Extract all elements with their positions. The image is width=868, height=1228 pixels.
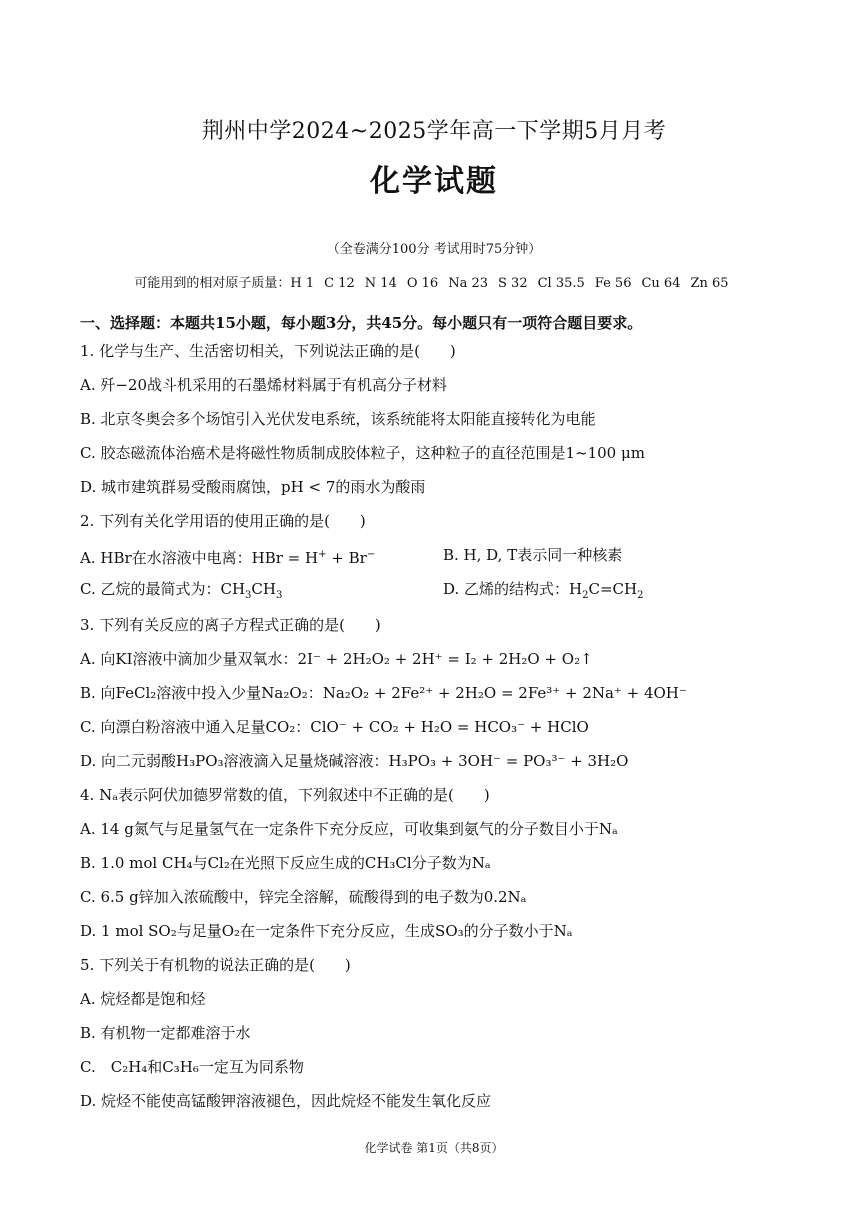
question-5-option-a: A. 烷烃都是饱和烃 [80,990,206,1008]
exam-title: 荆州中学2024~2025学年高一下学期5月月考 [201,119,667,144]
question-4-option-a: A. 14 g氮气与足量氢气在一定条件下充分反应，可收集到氨气的分子数目小于Nₐ [80,820,618,838]
section-heading: 一、选择题：本题共15小题，每小题3分，共45分。每小题只有一项符合题目要求。 [80,314,643,332]
question-2-option-c: C. 乙烷的最简式为：$CH_3CH_3$ [80,580,283,601]
q2c-text: C. 乙烷的最简式为：CH [80,580,246,598]
atomic-mass-item: C 12 [324,276,355,291]
atomic-mass-item: H 1 [290,276,315,291]
question-4-stem: 4. Nₐ表示阿伏加德罗常数的值，下列叙述中不正确的是( ) [80,786,490,804]
question-4-option-c: C. 6.5 g锌加入浓硫酸中，锌完全溶解，硫酸得到的电子数为0.2Nₐ [80,888,527,906]
atomic-mass-item: Cl 35.5 [537,276,585,291]
question-5-stem: 5. 下列关于有机物的说法正确的是( ) [80,956,351,974]
question-5-option-d: D. 烷烃不能使高锰酸钾溶液褪色，因此烷烃不能发生氧化反应 [80,1092,492,1110]
question-1-stem: 1. 化学与生产、生活密切相关，下列说法正确的是( ) [80,342,456,360]
question-1-option-b: B. 北京冬奥会多个场馆引入光伏发电系统，该系统能将太阳能直接转化为电能 [80,410,596,428]
atomic-mass-item: N 14 [364,276,397,291]
question-2-option-b: B. H, D, T表示同一种核素 [443,546,623,564]
question-1-option-c: C. 胶态磁流体治癌术是将磁性物质制成胶体粒子，这种粒子的直径范围是1~100 μm [80,444,645,462]
question-1-option-d: D. 城市建筑群易受酸雨腐蚀，pH < 7的雨水为酸雨 [80,478,426,496]
page-footer: 化学试卷 第1页（共8页） [364,1141,504,1155]
question-5-option-c: C. C₂H₄和C₃H₆一定互为同系物 [80,1058,304,1076]
question-1-option-a: A. 歼−20战斗机采用的石墨烯材料属于有机高分子材料 [80,376,448,394]
question-3-option-c: C. 向漂白粉溶液中通入足量CO₂：ClO⁻ + CO₂ + H₂O = HCO₃⁻ + HClO [80,718,589,736]
question-4-option-b: B. 1.0 mol CH₄与Cl₂在光照下反应生成的CH₃Cl分子数为Nₐ [80,854,491,872]
q2d-text: D. 乙烯的结构式：H [443,580,583,598]
exam-note: （全卷满分100分 考试用时75分钟） [326,242,542,257]
atomic-mass-item: Na 23 [448,276,489,291]
atomic-mass-item: Fe 56 [594,276,632,291]
atomic-masses [0,272,868,291]
atomic-mass-item: Zn 65 [690,276,729,291]
question-3-option-d: D. 向二元弱酸H₃PO₃溶液滴入足量烧碱溶液：H₃PO₃ + 3OH⁻ = PO₃³⁻ + 3H₂O [80,752,629,770]
question-3-option-a: A. 向KI溶液中滴加少量双氧水：2I⁻ + 2H₂O₂ + 2H⁺ = I₂ + 2H₂O + O₂↑ [80,650,593,668]
question-2-option-d: D. 乙烯的结构式：$H_2C=CH_2$ [443,580,644,601]
question-3-option-b: B. 向FeCl₂溶液中投入少量Na₂O₂：Na₂O₂ + 2Fe²⁺ + 2H₂O = 2Fe³⁺ + 2Na⁺ + 4OH⁻ [80,684,687,702]
subject-title: 化学试题 [370,164,498,199]
question-3-stem: 3. 下列有关反应的离子方程式正确的是( ) [80,616,381,634]
question-2-stem: 2. 下列有关化学用语的使用正确的是( ) [80,512,366,530]
q2a-text: A. HBr在水溶液中电离：HBr = H [80,549,319,567]
question-5-option-b: B. 有机物一定都难溶于水 [80,1024,251,1042]
atomic-mass-item: S 32 [498,276,528,291]
question-4-option-d: D. 1 mol SO₂与足量O₂在一定条件下充分反应，生成SO₃的分子数小于Nₐ [80,922,573,940]
atomic-mass-item: Cu 64 [641,276,681,291]
atomic-mass-item: O 16 [406,276,439,291]
atomic-mass-label: 可能用到的相对原子质量： [134,276,291,291]
question-2-option-a: A. HBr在水溶液中电离：HBr = H+ + Br− [80,549,376,567]
